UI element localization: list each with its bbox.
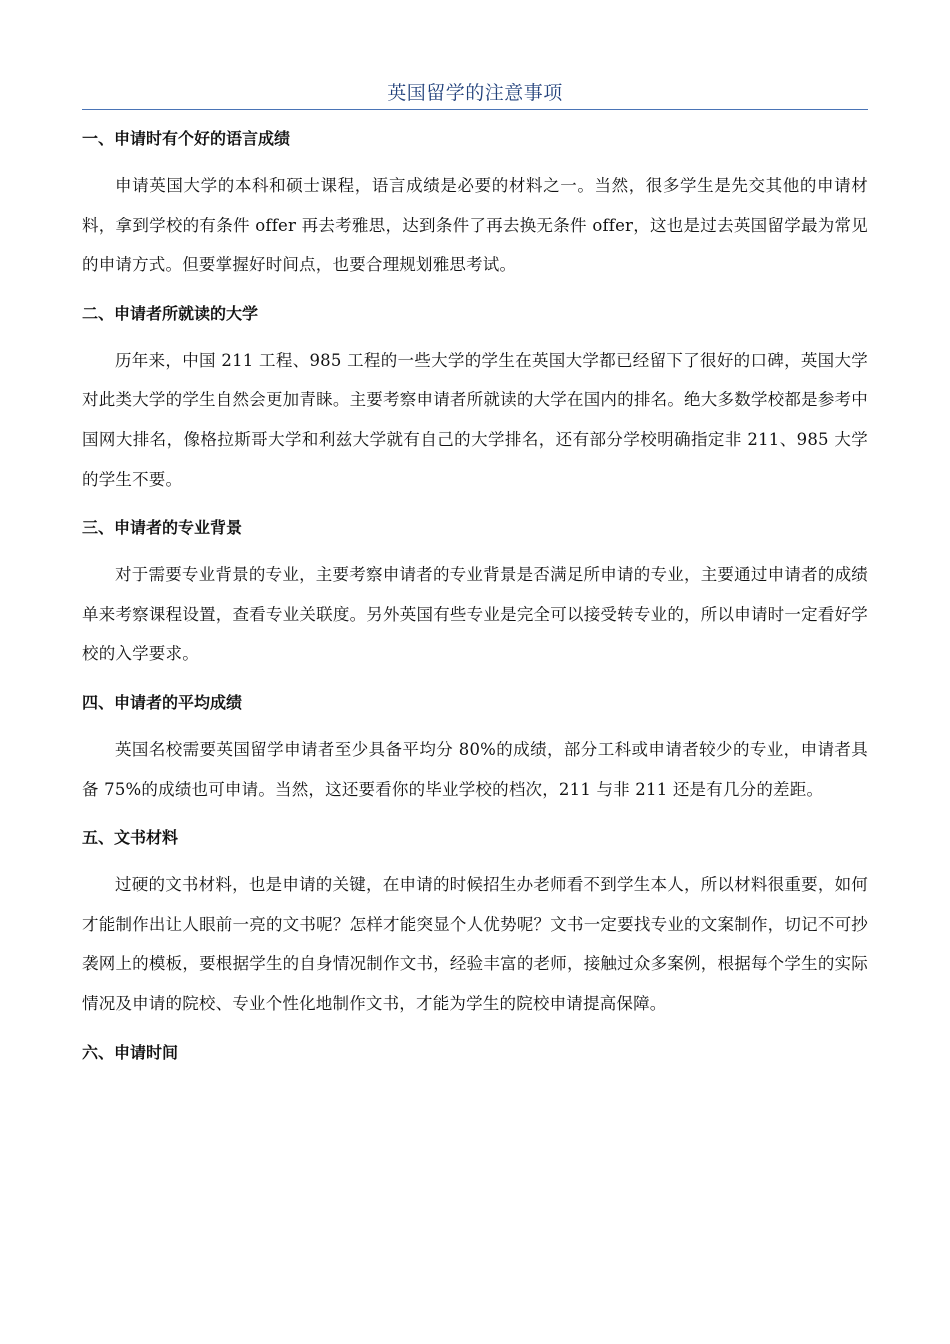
section-heading: 五、文书材料 (82, 828, 179, 848)
section-paragraph: 申请英国大学的本科和硕士课程，语言成绩是必要的材料之一。当然，很多学生是先交其他的申请材料，拿到学校的有条件 offer 再去考雅思，达到条件了再去换无条件 offer，这也是过去英国留学最为常见的申请方式。但要掌握好时间点，也要合理规划雅思考试。 (82, 176, 868, 275)
section-2 (82, 303, 868, 499)
document-title: 英国留学的注意事项 (82, 78, 868, 110)
section-paragraph: 过硬的文书材料，也是申请的关键，在申请的时候招生办老师看不到学生本人，所以材料很重要，如何才能制作出让人眼前一亮的文书呢？怎样才能突显个人优势呢？文书一定要找专业的文案制作，切记不可抄袭网上的模板，要根据学生的自身情况制作文书，经验丰富的老师，接触过众多案例，根据每个学生的实际情况及申请的院校、专业个性化地制作文书，才能为学生的院校申请提高保障。 (82, 875, 868, 1013)
section-heading: 三、申请者的专业背景 (82, 518, 243, 538)
section-1 (82, 128, 868, 285)
section-5 (82, 827, 868, 1023)
section-3 (82, 517, 868, 674)
section-paragraph: 英国名校需要英国留学申请者至少具备平均分 80%的成绩，部分工科或申请者较少的专业，申请者具备 75%的成绩也可申请。当然，这还要看你的毕业学校的档次，211 与非 211 还是有几分的差距。 (82, 739, 868, 799)
section-heading: 四、申请者的平均成绩 (82, 692, 243, 712)
section-heading: 六、申请时间 (82, 1042, 179, 1062)
section-paragraph: 对于需要专业背景的专业，主要考察申请者的专业背景是否满足所申请的专业，主要通过申请者的成绩单来考察课程设置，查看专业关联度。另外英国有些专业是完全可以接受转专业的，所以申请时一定看好学校的入学要求。 (82, 565, 868, 664)
section-heading: 二、申请者所就读的大学 (82, 303, 259, 323)
section-paragraph: 历年来，中国 211 工程、985 工程的一些大学的学生在英国大学都已经留下了很好的口碑，英国大学对此类大学的学生自然会更加青睐。主要考察申请者所就读的大学在国内的排名。绝大多数学校都是参考中国网大排名，像格拉斯哥大学和利兹大学就有自己的大学排名，还有部分学校明确指定非 211、985 大学的学生不要。 (82, 350, 868, 489)
section-heading: 一、申请时有个好的语言成绩 (82, 129, 291, 148)
document-page (82, 78, 868, 1080)
section-6 (82, 1042, 868, 1064)
section-4 (82, 692, 868, 809)
